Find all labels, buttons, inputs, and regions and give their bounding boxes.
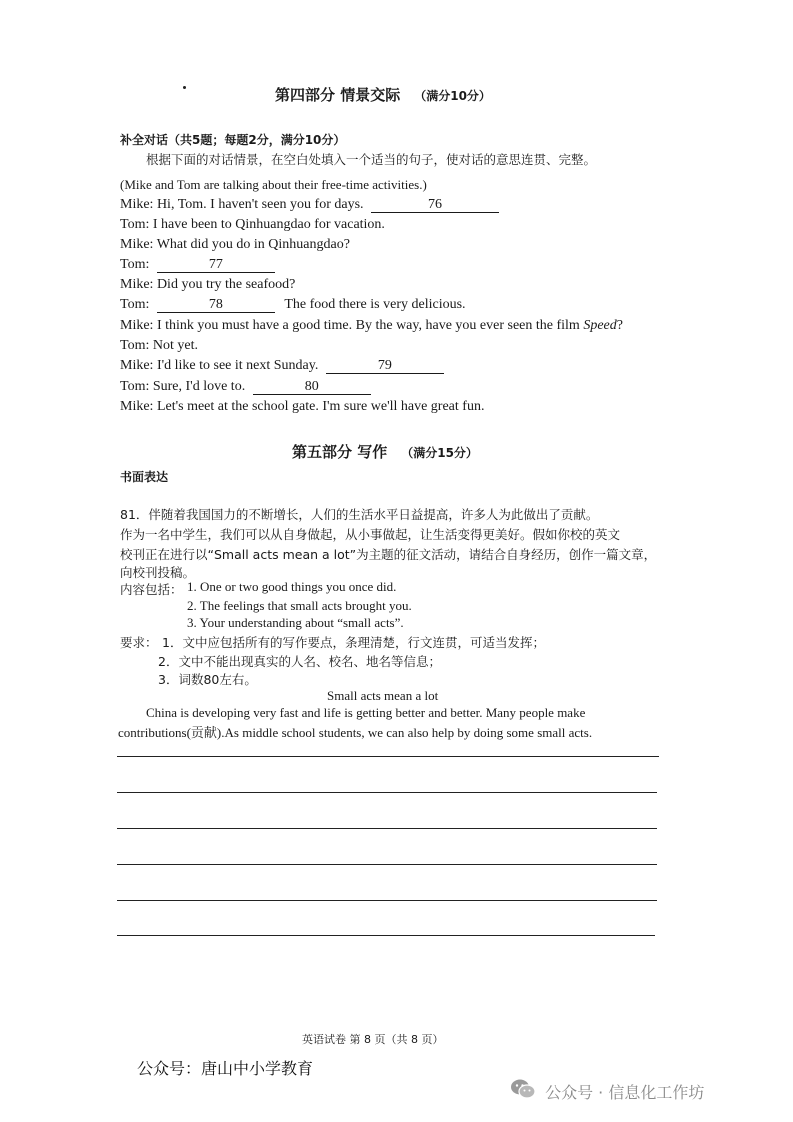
part4-subheading: 补全对话（共5题；每题2分，满分10分）	[120, 133, 346, 147]
dialogue-line-7	[120, 318, 623, 334]
requirement-2: 2．文中不能出现真实的人名、校名、地名等信息；	[158, 654, 441, 669]
watermark-right	[510, 1078, 704, 1104]
part5-subheading: 书面表达	[120, 470, 169, 484]
content-label: 内容包括：	[120, 582, 183, 597]
part4-instruction: 根据下面的对话情景，在空白处填入一个适当的句子，使对话的意思连贯、完整。	[146, 152, 597, 167]
requirements-label: 要求：	[120, 635, 158, 650]
part5-title: 第五部分 写作	[292, 443, 388, 461]
dialogue-line-9	[120, 358, 444, 374]
prompt-line-4: 向校刊投稿。	[120, 565, 196, 580]
watermark-account-left: 公众号：唐山中小学教育	[137, 1059, 314, 1078]
part5-heading	[292, 441, 478, 462]
wechat-icon	[510, 1078, 536, 1104]
dialogue-text: Tom: Sure, I'd love to.	[120, 379, 246, 394]
dialogue-text: The food there is very delicious.	[284, 297, 466, 312]
essay-start-line-2: contributions(贡献).As middle school students, we can also help by doing some small acts.	[118, 725, 593, 740]
speck-mark	[183, 86, 186, 89]
writing-line-4[interactable]	[117, 864, 657, 865]
dialogue-line-10	[120, 379, 371, 395]
part5-points: （满分15分）	[401, 446, 478, 460]
answer-blank-79[interactable]: 79	[326, 359, 444, 374]
answer-blank-76[interactable]: 76	[371, 198, 499, 213]
dialogue-text: Mike: Hi, Tom. I haven't seen you for days.	[120, 197, 364, 212]
dialogue-line-6	[120, 297, 466, 313]
requirement-3: 3．词数80左右。	[158, 672, 257, 687]
content-item-3: 3. Your understanding about “small acts”.	[187, 615, 404, 630]
prompt-line-3: 校刊正在进行以“Small acts mean a lot”为主题的征文活动，请结合自身经历，创作一篇文章，	[120, 547, 657, 562]
dialogue-line-2: Tom: I have been to Qinhuangdao for vacation.	[120, 217, 385, 232]
prompt-line-1: 81．伴随着我国国力的不断增长，人们的生活水平日益提高，许多人为此做出了贡献。	[120, 507, 599, 522]
dialogue-text: ?	[616, 318, 623, 333]
dialogue-text: Mike: I think you must have a good time. By the way, have you ever seen the film	[120, 318, 580, 333]
dialogue-line-11: Mike: Let's meet at the school gate. I'm sure we'll have great fun.	[120, 399, 485, 414]
prompt-line-2: 作为一名中学生，我们可以从自身做起，从小事做起，让生活变得更美好。假如你校的英文	[120, 527, 621, 542]
writing-line-2[interactable]	[117, 792, 657, 793]
dialogue-text: Tom:	[120, 297, 150, 312]
answer-blank-80[interactable]: 80	[253, 380, 371, 395]
essay-start-line-1: China is developing very fast and life is getting better and better. Many people make	[146, 705, 586, 720]
content-item-1: 1. One or two good things you once did.	[187, 579, 397, 594]
writing-line-6[interactable]	[117, 935, 655, 936]
content-item-2: 2. The feelings that small acts brought you.	[187, 598, 412, 613]
requirement-1: 1．文中应包括所有的写作要点，条理清楚，行文连贯，可适当发挥；	[162, 635, 545, 650]
answer-blank-77[interactable]: 77	[157, 258, 275, 273]
writing-line-5[interactable]	[117, 900, 657, 901]
dialogue-line-5: Mike: Did you try the seafood?	[120, 277, 296, 292]
part4-title: 第四部分 情景交际	[275, 86, 401, 104]
film-title: Speed	[583, 318, 617, 333]
dialogue-text: Mike: I'd like to see it next Sunday.	[120, 358, 319, 373]
dialogue-intro: (Mike and Tom are talking about their free-time activities.)	[120, 177, 427, 192]
part4-points: （满分10分）	[414, 89, 491, 103]
writing-line-1[interactable]	[117, 756, 659, 757]
page-footer: 英语试卷 第 8 页（共 8 页）	[302, 1033, 444, 1046]
essay-title: Small acts mean a lot	[327, 688, 439, 703]
dialogue-line-1	[120, 197, 499, 213]
dialogue-line-4	[120, 257, 275, 273]
answer-blank-78[interactable]: 78	[157, 298, 275, 313]
watermark-account-right: 公众号 · 信息化工作坊	[545, 1082, 705, 1102]
dialogue-line-8: Tom: Not yet.	[120, 338, 198, 353]
dialogue-line-3: Mike: What did you do in Qinhuangdao?	[120, 237, 350, 252]
dialogue-text: Tom:	[120, 257, 150, 272]
writing-line-3[interactable]	[117, 828, 657, 829]
part4-heading	[275, 84, 491, 105]
